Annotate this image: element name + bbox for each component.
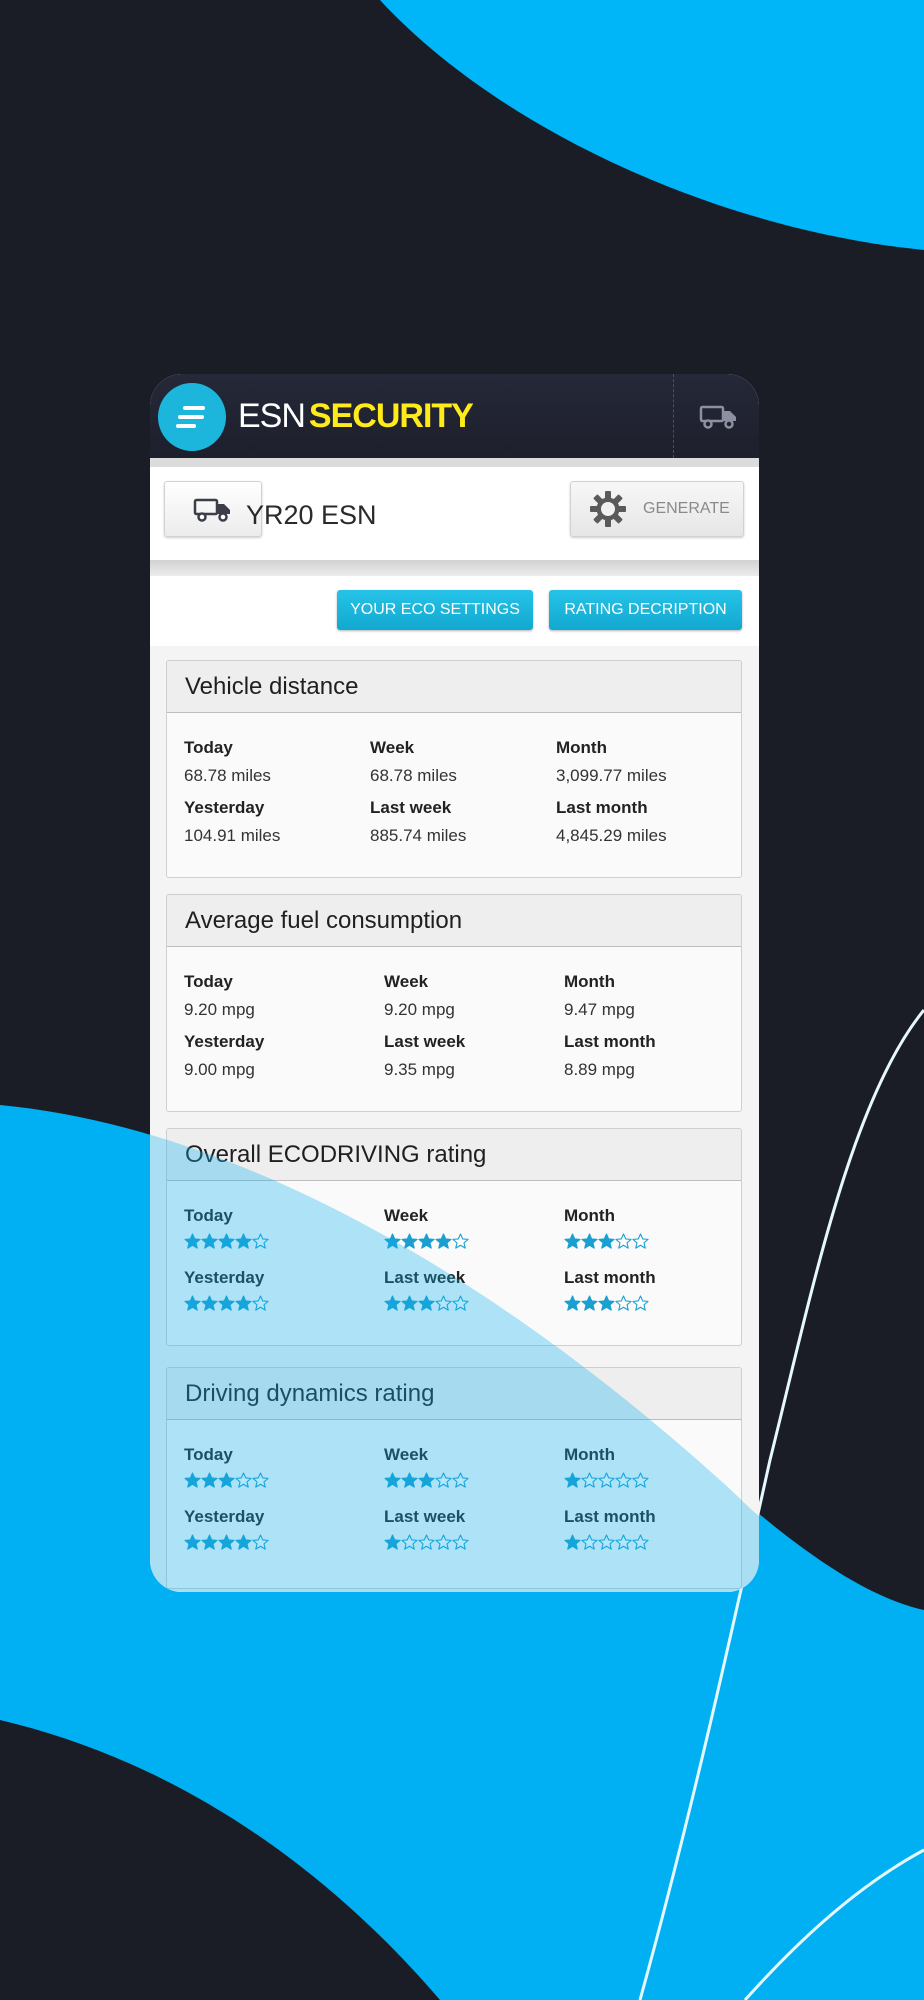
star-empty-icon xyxy=(598,1534,615,1551)
star-rating xyxy=(184,1295,269,1313)
star-rating xyxy=(184,1233,269,1251)
stat-value: 8.89 mpg xyxy=(564,1060,635,1079)
stat-cell xyxy=(184,737,271,787)
rating-label: Month xyxy=(564,1206,615,1225)
star-filled-icon xyxy=(418,1472,435,1489)
star-empty-icon xyxy=(401,1534,418,1551)
stat-label: Last week xyxy=(384,1032,466,1051)
star-filled-icon xyxy=(218,1295,235,1312)
menu-icon xyxy=(175,404,209,430)
menu-button[interactable] xyxy=(158,383,226,451)
star-empty-icon xyxy=(452,1534,469,1551)
rating-cell xyxy=(184,1444,269,1490)
stat-cell xyxy=(184,971,255,1021)
stat-cell xyxy=(556,797,667,847)
star-filled-icon xyxy=(201,1295,218,1312)
stat-value: 9.20 mpg xyxy=(384,1000,455,1019)
star-empty-icon xyxy=(252,1295,269,1312)
star-filled-icon xyxy=(418,1295,435,1312)
stat-label: Month xyxy=(556,738,607,757)
star-rating xyxy=(564,1472,649,1490)
star-filled-icon xyxy=(384,1295,401,1312)
star-filled-icon xyxy=(401,1233,418,1250)
card-title: Vehicle distance xyxy=(167,661,741,713)
star-filled-icon xyxy=(184,1295,201,1312)
brand-logo xyxy=(238,396,473,436)
stat-label: Month xyxy=(564,972,615,991)
rating-cell xyxy=(384,1205,469,1251)
star-empty-icon xyxy=(598,1472,615,1489)
fuel-consumption-card xyxy=(166,894,742,1112)
star-empty-icon xyxy=(632,1233,649,1250)
star-filled-icon xyxy=(218,1472,235,1489)
vehicle-bar xyxy=(150,467,759,569)
star-empty-icon xyxy=(435,1534,452,1551)
star-empty-icon xyxy=(452,1472,469,1489)
star-empty-icon xyxy=(615,1233,632,1250)
star-filled-icon xyxy=(201,1233,218,1250)
rating-label: Month xyxy=(564,1445,615,1464)
star-rating xyxy=(184,1534,269,1552)
stat-label: Yesterday xyxy=(184,1032,265,1051)
stat-cell xyxy=(184,797,280,847)
stat-value: 9.35 mpg xyxy=(384,1060,455,1079)
star-filled-icon xyxy=(401,1472,418,1489)
stat-label: Today xyxy=(184,972,233,991)
star-rating xyxy=(384,1295,469,1313)
star-empty-icon xyxy=(615,1295,632,1312)
rating-label: Week xyxy=(384,1206,429,1225)
star-filled-icon xyxy=(184,1233,201,1250)
stat-cell xyxy=(564,1031,656,1081)
star-filled-icon xyxy=(184,1534,201,1551)
star-filled-icon xyxy=(418,1233,435,1250)
star-empty-icon xyxy=(581,1534,598,1551)
star-filled-icon xyxy=(564,1472,581,1489)
star-filled-icon xyxy=(218,1534,235,1551)
star-filled-icon xyxy=(201,1534,218,1551)
rating-cell xyxy=(184,1205,269,1251)
star-empty-icon xyxy=(581,1472,598,1489)
star-rating xyxy=(184,1472,269,1490)
star-empty-icon xyxy=(632,1295,649,1312)
star-filled-icon xyxy=(235,1534,252,1551)
card-title: Average fuel consumption xyxy=(167,895,741,947)
rating-label: Last month xyxy=(564,1507,656,1526)
star-filled-icon xyxy=(564,1233,581,1250)
stat-label: Last month xyxy=(556,798,648,817)
brand-esn: ESN xyxy=(238,397,305,435)
star-filled-icon xyxy=(384,1233,401,1250)
truck-icon xyxy=(193,494,233,524)
stat-cell xyxy=(184,1031,264,1081)
star-empty-icon xyxy=(435,1472,452,1489)
stat-label: Yesterday xyxy=(184,798,265,817)
rating-cell xyxy=(564,1444,649,1490)
gear-icon xyxy=(589,490,627,528)
actions-area xyxy=(150,576,759,646)
rating-cell xyxy=(564,1506,656,1552)
vehicle-name: YR20 ESN xyxy=(246,500,377,530)
star-filled-icon xyxy=(564,1534,581,1551)
rating-cell xyxy=(564,1267,656,1313)
rating-cell xyxy=(184,1267,269,1313)
stat-cell xyxy=(370,737,457,787)
star-empty-icon xyxy=(452,1233,469,1250)
star-empty-icon xyxy=(418,1534,435,1551)
star-filled-icon xyxy=(564,1295,581,1312)
app-window xyxy=(150,374,759,1592)
stat-label: Week xyxy=(384,972,429,991)
star-rating xyxy=(564,1233,649,1251)
star-empty-icon xyxy=(615,1472,632,1489)
star-filled-icon xyxy=(201,1472,218,1489)
star-rating xyxy=(564,1534,656,1552)
star-filled-icon xyxy=(218,1233,235,1250)
stat-cell xyxy=(556,737,667,787)
header-divider xyxy=(673,374,675,458)
rating-cell xyxy=(564,1205,649,1251)
generate-button[interactable] xyxy=(570,481,744,537)
generate-label: GENERATE xyxy=(643,500,730,517)
rating-cell xyxy=(384,1444,469,1490)
star-empty-icon xyxy=(252,1472,269,1489)
brand-security: SECURITY xyxy=(308,397,473,435)
star-rating xyxy=(384,1472,469,1490)
rating-description-button[interactable]: RATING DECRIPTION xyxy=(549,590,742,630)
stat-label: Last week xyxy=(370,798,452,817)
rating-cell xyxy=(184,1506,269,1552)
stat-cell xyxy=(564,971,635,1021)
star-empty-icon xyxy=(435,1295,452,1312)
stat-label: Last month xyxy=(564,1032,656,1051)
star-empty-icon xyxy=(235,1472,252,1489)
rating-label: Yesterday xyxy=(184,1268,265,1287)
vehicle-bar-shadow xyxy=(150,560,759,576)
header-shadow xyxy=(150,458,759,467)
star-filled-icon xyxy=(598,1233,615,1250)
star-rating xyxy=(564,1295,656,1313)
star-empty-icon xyxy=(452,1295,469,1312)
rating-cell xyxy=(384,1506,469,1552)
stat-value: 68.78 miles xyxy=(184,766,271,785)
rating-label: Last week xyxy=(384,1268,466,1287)
star-rating xyxy=(384,1534,469,1552)
star-filled-icon xyxy=(581,1295,598,1312)
ecodriving-rating-card xyxy=(166,1128,742,1346)
stat-value: 9.20 mpg xyxy=(184,1000,255,1019)
rating-label: Last month xyxy=(564,1268,656,1287)
rating-label: Today xyxy=(184,1206,233,1225)
star-filled-icon xyxy=(235,1233,252,1250)
star-empty-icon xyxy=(632,1472,649,1489)
truck-icon[interactable] xyxy=(699,401,739,431)
stat-value: 885.74 miles xyxy=(370,826,467,845)
star-rating xyxy=(384,1233,469,1251)
star-empty-icon xyxy=(252,1534,269,1551)
stat-label: Week xyxy=(370,738,415,757)
stat-cell xyxy=(384,1031,465,1081)
star-filled-icon xyxy=(384,1534,401,1551)
stat-value: 68.78 miles xyxy=(370,766,457,785)
vehicle-distance-card xyxy=(166,660,742,878)
star-filled-icon xyxy=(581,1233,598,1250)
rating-cell xyxy=(384,1267,469,1313)
stat-value: 9.00 mpg xyxy=(184,1060,255,1079)
driving-dynamics-card xyxy=(166,1367,742,1589)
star-empty-icon xyxy=(252,1233,269,1250)
star-filled-icon xyxy=(384,1472,401,1489)
star-filled-icon xyxy=(184,1472,201,1489)
rating-label: Today xyxy=(184,1445,233,1464)
stat-value: 4,845.29 miles xyxy=(556,826,667,845)
stat-value: 104.91 miles xyxy=(184,826,281,845)
card-title: Overall ECODRIVING rating xyxy=(167,1129,741,1181)
rating-label: Yesterday xyxy=(184,1507,265,1526)
stat-value: 9.47 mpg xyxy=(564,1000,635,1019)
star-filled-icon xyxy=(235,1295,252,1312)
star-filled-icon xyxy=(435,1233,452,1250)
stat-value: 3,099.77 miles xyxy=(556,766,667,785)
rating-label: Last week xyxy=(384,1507,466,1526)
stat-label: Today xyxy=(184,738,233,757)
eco-settings-button[interactable]: YOUR ECO SETTINGS xyxy=(337,590,533,630)
stat-cell xyxy=(370,797,466,847)
app-header xyxy=(150,374,759,458)
star-filled-icon xyxy=(401,1295,418,1312)
rating-label: Week xyxy=(384,1445,429,1464)
card-title: Driving dynamics rating xyxy=(167,1368,741,1420)
star-empty-icon xyxy=(615,1534,632,1551)
bg-top-right-blob xyxy=(380,0,924,250)
stat-cell xyxy=(384,971,455,1021)
star-empty-icon xyxy=(632,1534,649,1551)
star-filled-icon xyxy=(598,1295,615,1312)
